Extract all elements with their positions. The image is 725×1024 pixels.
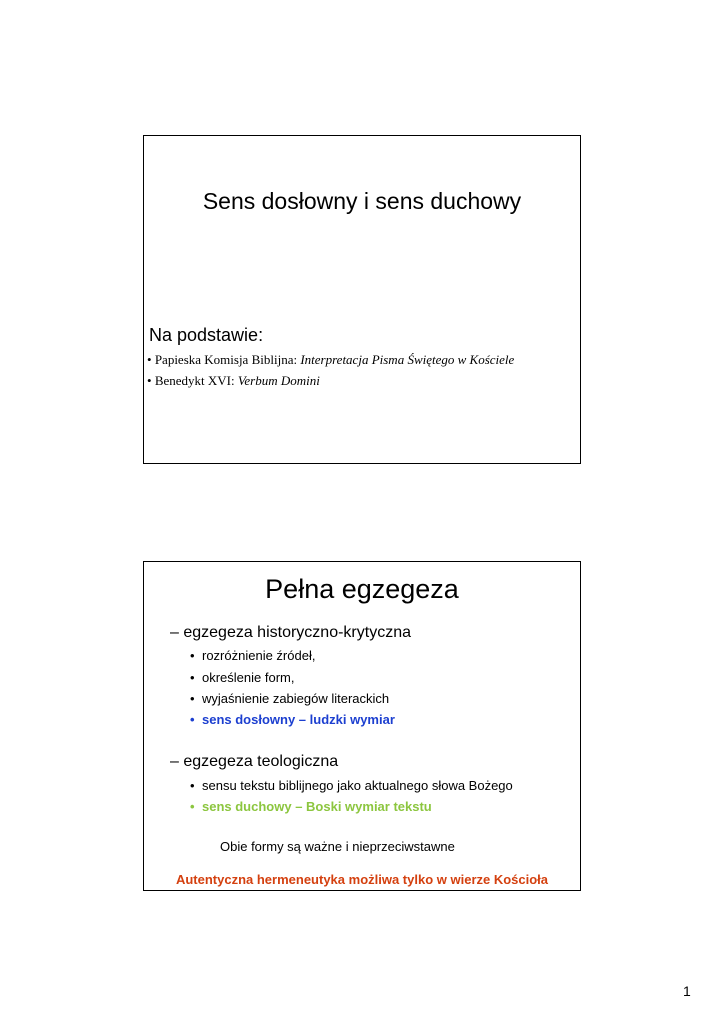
list-item xyxy=(190,670,294,685)
footer-statement: Autentyczna hermeneutyka możliwa tylko w wierze Kościoła xyxy=(175,872,549,887)
list-item xyxy=(190,778,513,793)
slide-2 xyxy=(143,561,581,891)
list-item-literal-sense xyxy=(190,712,395,727)
note-text: Obie formy są ważne i nieprzeciwstawne xyxy=(220,839,455,854)
bullet: • xyxy=(190,778,195,793)
source-item xyxy=(147,352,514,368)
basis-label: Na podstawie: xyxy=(149,325,264,345)
source-work: Verbum Domini xyxy=(237,373,320,388)
source-bullet: • xyxy=(147,352,152,367)
list-item-spiritual-sense xyxy=(190,799,432,814)
list-item-text: określenie form, xyxy=(202,670,295,685)
source-bullet: • xyxy=(147,373,152,388)
bullet: • xyxy=(190,648,195,663)
bullet: • xyxy=(190,799,195,814)
slide-2-title: Pełna egzegeza xyxy=(265,574,459,604)
section-heading: – egzegeza teologiczna xyxy=(170,753,339,770)
source-item xyxy=(147,373,320,389)
source-author: Benedykt XVI: xyxy=(154,373,238,388)
list-item xyxy=(190,648,315,663)
list-item-text: rozróżnienie źródeł, xyxy=(202,648,316,663)
list-item-text: sens duchowy – Boski wymiar tekstu xyxy=(202,799,432,814)
list-item xyxy=(190,691,389,706)
slide-1 xyxy=(143,135,581,464)
list-item-text: sensu tekstu biblijnego jako aktualnego słowa Bożego xyxy=(202,778,513,793)
bullet: • xyxy=(190,670,195,685)
bullet: • xyxy=(190,712,195,727)
source-work: Interpretacja Pisma Świętego w Kościele xyxy=(300,352,515,367)
page-number: 1 xyxy=(683,983,691,999)
bullet: • xyxy=(190,691,195,706)
slide-1-title: Sens dosłowny i sens duchowy xyxy=(202,188,522,214)
section-heading: – egzegeza historyczno-krytyczna xyxy=(170,624,411,641)
source-author: Papieska Komisja Biblijna: xyxy=(154,352,301,367)
list-item-text: sens dosłowny – ludzki wymiar xyxy=(202,712,395,727)
list-item-text: wyjaśnienie zabiegów literackich xyxy=(202,691,390,706)
